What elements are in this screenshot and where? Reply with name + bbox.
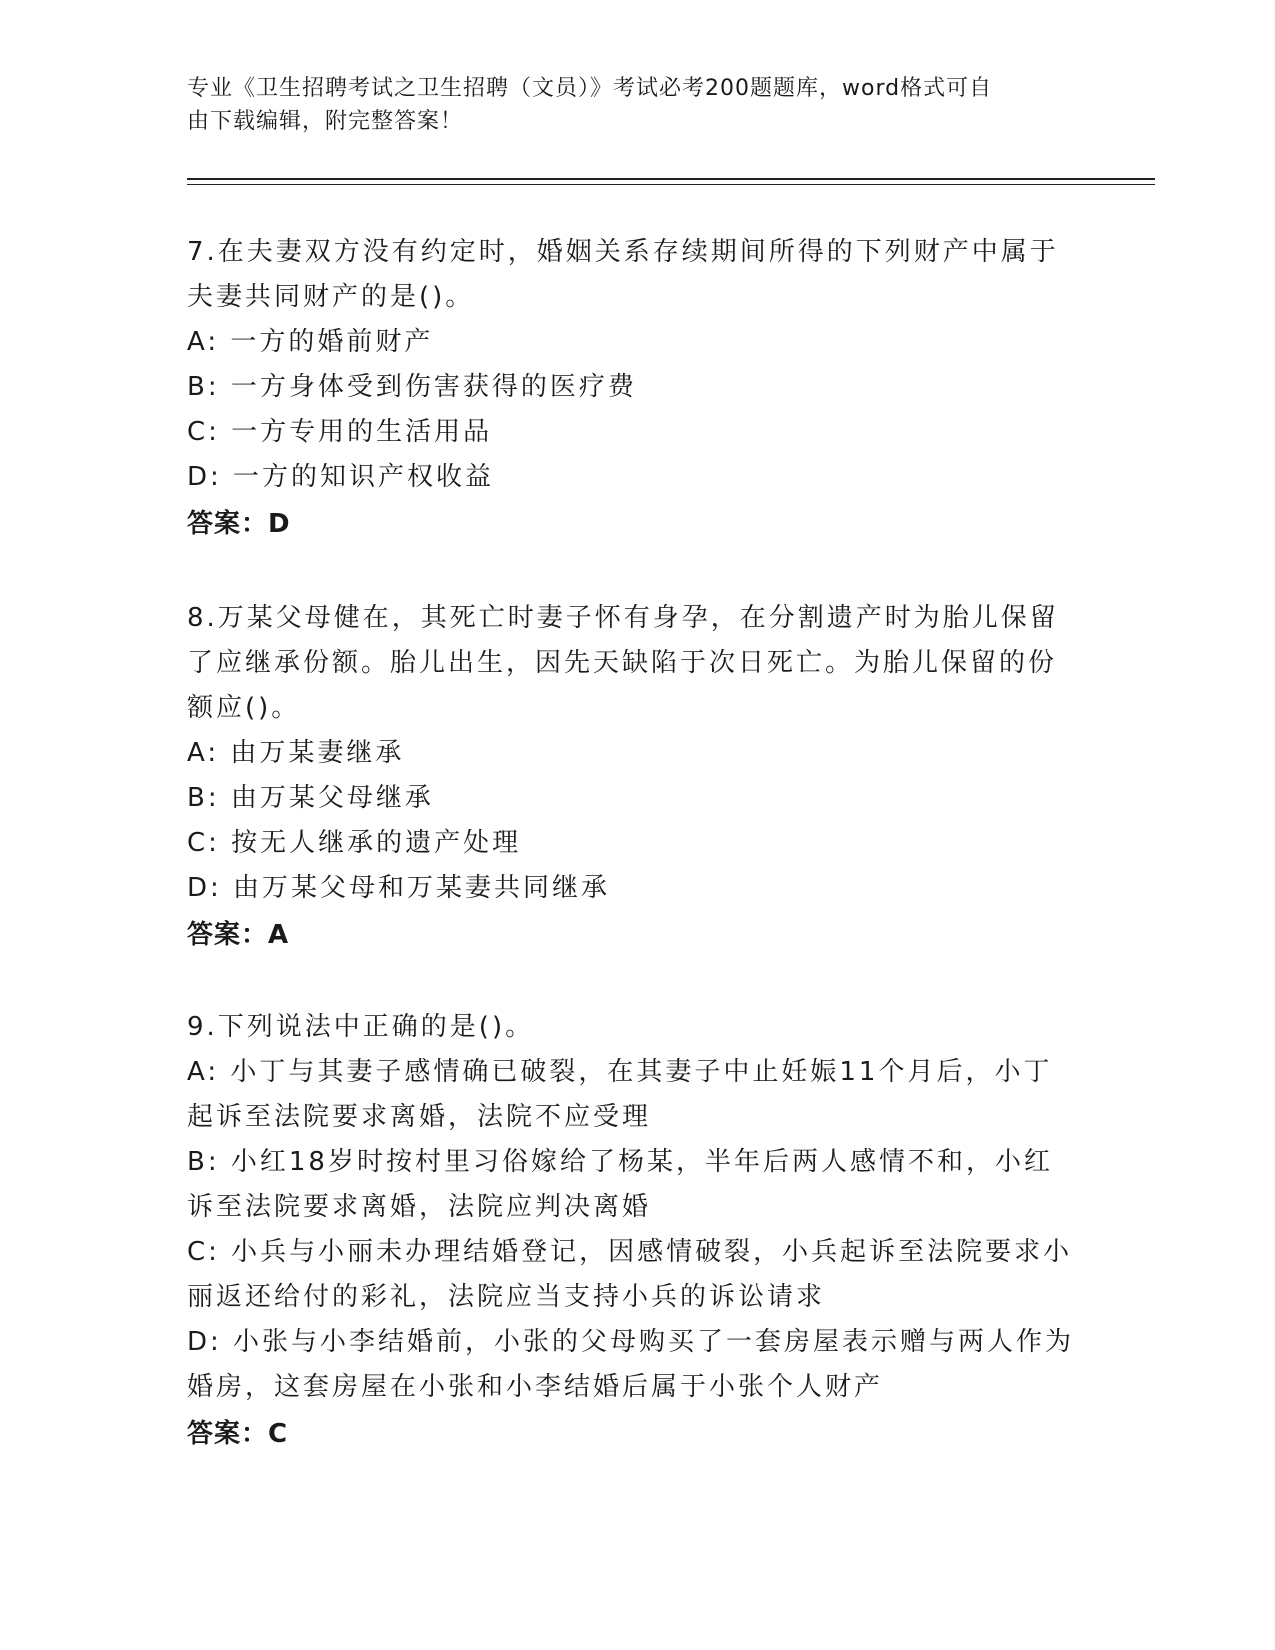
option-d-continued: 婚房，这套房屋在小张和小李结婚后属于小张个人财产 <box>187 1372 884 1402</box>
header-rule-thick <box>187 178 1155 180</box>
option-a: A: 由万某妻继承 <box>187 738 405 768</box>
option-b-continued: 诉至法院要求离婚，法院应判决离婚 <box>187 1192 652 1222</box>
option-a: A: 一方的婚前财产 <box>187 327 434 357</box>
option-a: A: 小丁与其妻子感情确已破裂，在其妻子中止妊娠11个月后，小丁 <box>187 1057 1053 1087</box>
header-line-2: 由下载编辑，附完整答案！ <box>187 109 464 134</box>
answer-line: 答案：C <box>187 1419 289 1449</box>
option-b: B: 由万某父母继承 <box>187 783 434 813</box>
question-stem-line: 夫妻共同财产的是()。 <box>187 282 475 312</box>
answer-line: 答案：A <box>187 920 290 950</box>
option-c: C: 小兵与小丽未办理结婚登记，因感情破裂，小兵起诉至法院要求小 <box>187 1237 1073 1267</box>
option-b: B: 小红18岁时按村里习俗嫁给了杨某，半年后两人感情不和，小红 <box>187 1147 1053 1177</box>
question-stem-line: 了应继承份额。胎儿出生，因先天缺陷于次日死亡。为胎儿保留的份 <box>187 648 1058 678</box>
header-rule-thin <box>187 184 1155 185</box>
question-8 <box>187 596 1067 959</box>
option-d: D: 一方的知识产权收益 <box>187 462 495 492</box>
document-header <box>187 72 1067 138</box>
question-7 <box>187 230 1067 548</box>
question-stem-line: 额应()。 <box>187 693 301 723</box>
question-stem-line: 8.万某父母健在，其死亡时妻子怀有身孕，在分割遗产时为胎儿保留 <box>187 603 1059 633</box>
answer-line: 答案：D <box>187 509 291 539</box>
option-c: C: 一方专用的生活用品 <box>187 417 493 447</box>
option-a-continued: 起诉至法院要求离婚，法院不应受理 <box>187 1102 652 1132</box>
option-d: D: 小张与小李结婚前，小张的父母购买了一套房屋表示赠与两人作为 <box>187 1327 1075 1357</box>
option-b: B: 一方身体受到伤害获得的医疗费 <box>187 372 637 402</box>
question-stem-line: 9.下列说法中正确的是()。 <box>187 1012 535 1042</box>
question-9 <box>187 1005 1075 1458</box>
option-d: D: 由万某父母和万某妻共同继承 <box>187 873 611 903</box>
question-stem-line: 7.在夫妻双方没有约定时，婚姻关系存续期间所得的下列财产中属于 <box>187 237 1059 267</box>
header-line-1: 专业《卫生招聘考试之卫生招聘（文员）》考试必考200题题库，word格式可自 <box>187 76 993 101</box>
option-c: C: 按无人继承的遗产处理 <box>187 828 522 858</box>
option-c-continued: 丽返还给付的彩礼，法院应当支持小兵的诉讼请求 <box>187 1282 826 1312</box>
